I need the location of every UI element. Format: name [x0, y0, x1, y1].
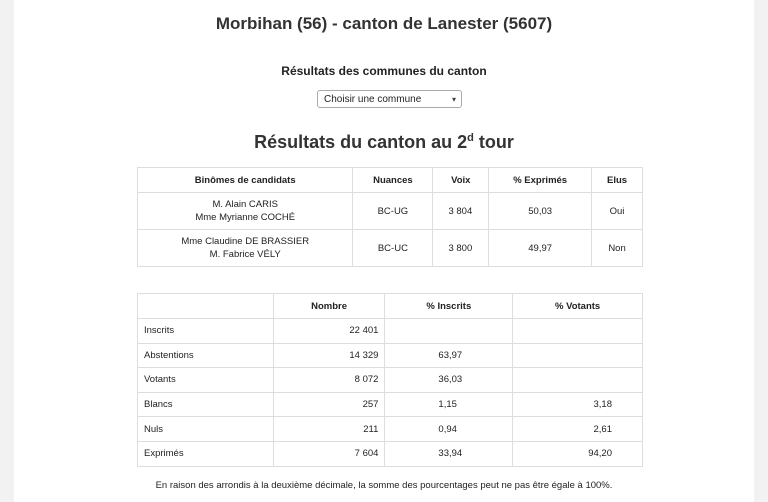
voix-cell: 3 804: [433, 193, 489, 230]
results-title: [0, 132, 768, 153]
stat-label: Votants: [138, 368, 274, 393]
table-row: [138, 193, 643, 230]
stat-pct-inscrits: 1,15: [385, 392, 513, 417]
stat-nombre: 22 401: [273, 319, 385, 344]
elu-cell: Oui: [592, 193, 643, 230]
stat-nombre: 211: [273, 417, 385, 442]
col-pct-inscrits: % Inscrits: [385, 294, 513, 319]
communes-subtitle: Résultats des communes du canton: [281, 64, 487, 78]
table-row: [138, 319, 643, 344]
pct-cell: 50,03: [489, 193, 592, 230]
candidate-name: Mme Myrianne COCHÉ: [195, 212, 296, 223]
stat-pct-inscrits: [385, 319, 513, 344]
candidate-name: Mme Claudine DE BRASSIER: [181, 236, 310, 247]
stats-table: [137, 293, 643, 467]
col-elus: Elus: [592, 168, 643, 193]
stat-label: Abstentions: [138, 343, 274, 368]
table-row: [138, 368, 643, 393]
voix-cell: 3 800: [433, 230, 489, 267]
candidate-name: M. Fabrice VÉLY: [209, 249, 281, 260]
stat-pct-votants: 2,61: [513, 417, 643, 442]
stat-pct-votants: [513, 343, 643, 368]
stats-header-row: [138, 294, 643, 319]
stat-label: Exprimés: [138, 441, 274, 466]
stat-nombre: 7 604: [273, 441, 385, 466]
stat-pct-inscrits: 0,94: [385, 417, 513, 442]
results-title-sup: d: [467, 132, 474, 144]
stat-label: Nuls: [138, 417, 274, 442]
table-row: [138, 392, 643, 417]
candidate-names: [138, 230, 353, 267]
table-row: [138, 343, 643, 368]
pct-cell: 49,97: [489, 230, 592, 267]
stat-pct-inscrits: 63,97: [385, 343, 513, 368]
candidates-table: [137, 167, 643, 267]
stat-nombre: 8 072: [273, 368, 385, 393]
stat-nombre: 257: [273, 392, 385, 417]
stat-pct-inscrits: 33,94: [385, 441, 513, 466]
nuance-cell: BC-UG: [353, 193, 433, 230]
col-nombre: Nombre: [273, 294, 385, 319]
stat-pct-inscrits: 36,03: [385, 368, 513, 393]
col-pct-votants: % Votants: [513, 294, 643, 319]
table-row: [138, 441, 643, 466]
stat-pct-votants: 3,18: [513, 392, 643, 417]
footnote: En raison des arrondis à la deuxième décimale, la somme des pourcentages peut ne pas être égale à 100%.: [155, 480, 613, 491]
stat-label: Inscrits: [138, 319, 274, 344]
candidates-header-row: [138, 168, 643, 193]
results-title-prefix: Résultats du canton au 2: [254, 132, 468, 152]
col-nuances: Nuances: [353, 168, 433, 193]
stat-nombre: 14 329: [273, 343, 385, 368]
page-title: Morbihan (56) - canton de Lanester (5607): [215, 14, 553, 33]
table-row: [138, 230, 643, 267]
elu-cell: Non: [592, 230, 643, 267]
col-label: [138, 294, 274, 319]
results-title-suffix: tour: [473, 132, 514, 152]
nuance-cell: BC-UC: [353, 230, 433, 267]
chevron-down-icon: ▾: [451, 94, 456, 104]
col-voix: Voix: [433, 168, 489, 193]
col-binomes: Binômes de candidats: [138, 168, 353, 193]
stat-pct-votants: [513, 368, 643, 393]
col-pct-exprimes: % Exprimés: [489, 168, 592, 193]
stat-pct-votants: 94,20: [513, 441, 643, 466]
candidate-name: M. Alain CARIS: [212, 199, 278, 210]
stat-label: Blancs: [138, 392, 274, 417]
table-row: [138, 417, 643, 442]
candidate-names: [138, 193, 353, 230]
stat-pct-votants: [513, 319, 643, 344]
commune-select-value: Choisir une commune: [324, 93, 422, 105]
commune-select[interactable]: [317, 90, 462, 108]
